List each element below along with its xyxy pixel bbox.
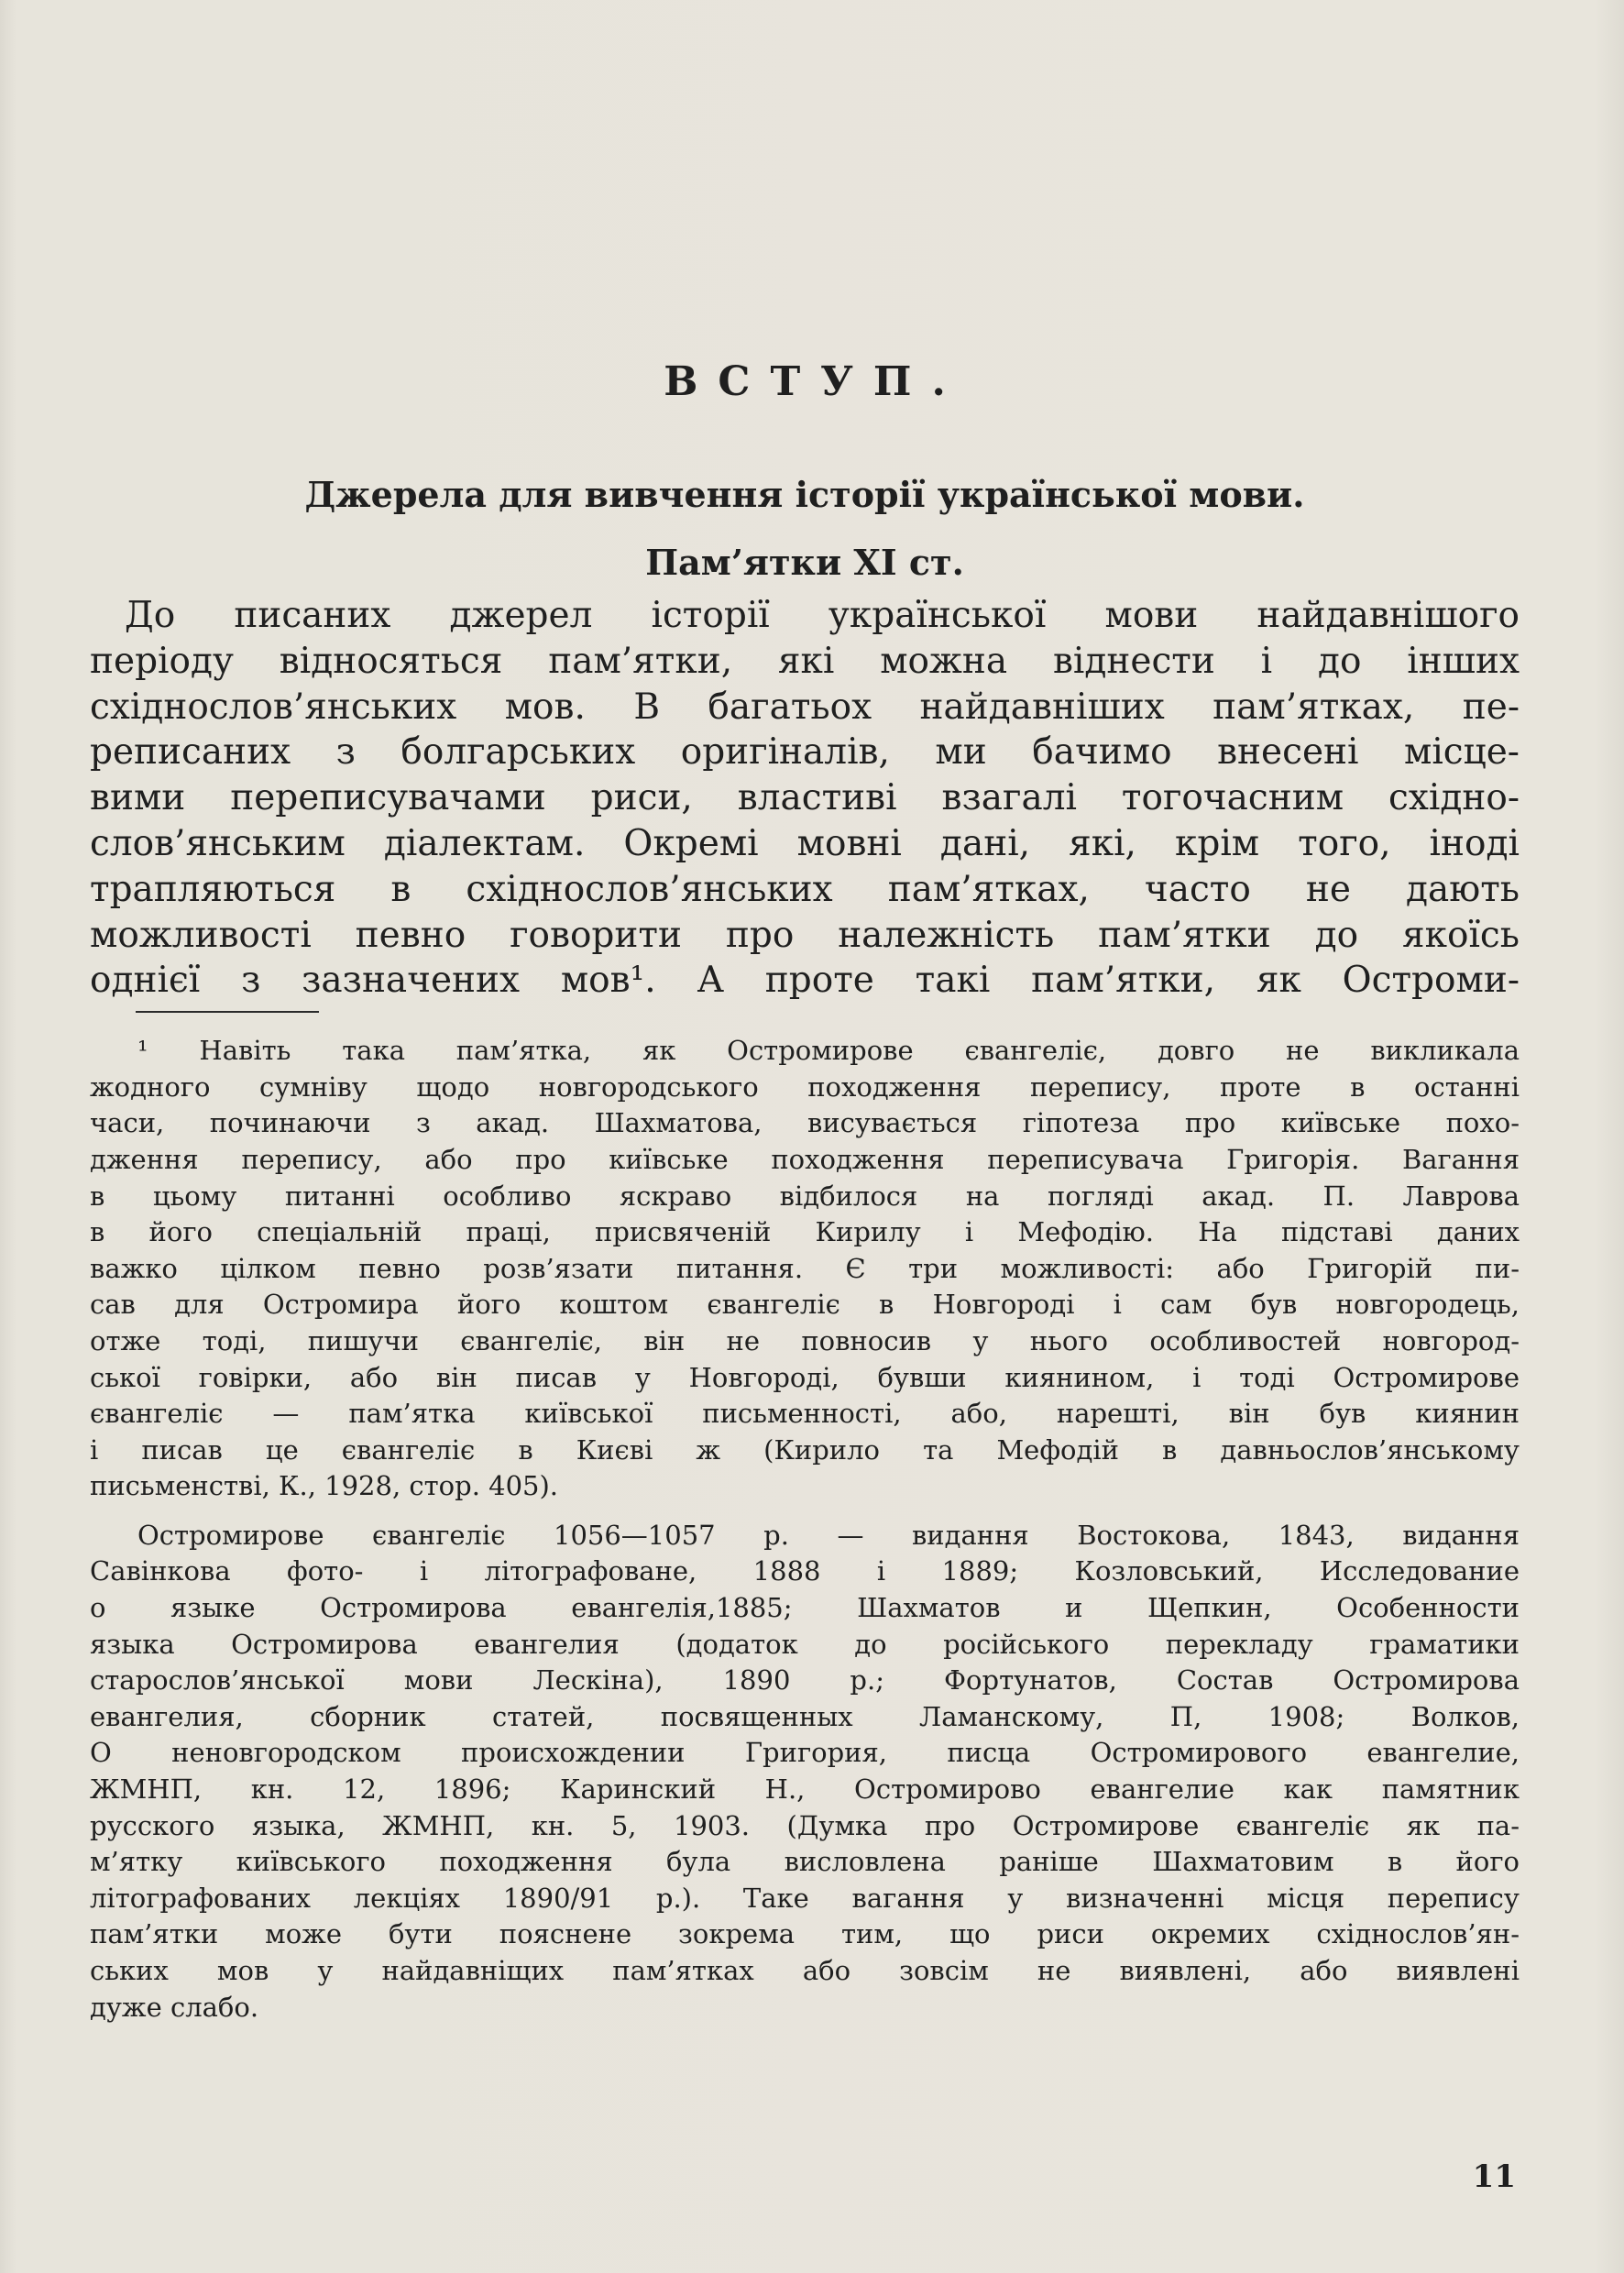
footnote-line: евангелия, сборник статей, посвященных Ламанскому, П, 1908; Волков,	[90, 1700, 1520, 1732]
footnote-line: в його спеціальній праці, присвяченій Кирилу і Мефодію. На підставі даних	[90, 1216, 1520, 1248]
footnote-line: м’ятку київського походження була висловлена раніше Шахматовим в його	[90, 1846, 1520, 1878]
footnote-line: Савінкова фото- і літографоване, 1888 і 1889; Козловський, Исследование	[90, 1555, 1520, 1587]
footnote-line: ської говірки, або він писав у Новгороді, бувши киянином, і тоді Остромирове	[90, 1361, 1520, 1393]
footnote-line: ЖМНП, кн. 12, 1896; Каринский Н., Остромирово евангелие как памятник	[90, 1773, 1520, 1806]
paragraph-line: східнослов’янських мов. В багатьох найдавніших пам’ятках, пе-	[90, 686, 1520, 728]
paragraph-line: слов’янським діалектам. Окремі мовні дані, які, крім того, іноді	[90, 822, 1520, 864]
footnote-line: ських мов у найдавніщих пам’ятках або зовсім не виявлені, або виявлені	[90, 1955, 1520, 1987]
chapter-subtitle: Джерела для вивчення історії української мови.	[304, 474, 1305, 515]
footnote-line: літографованих лекціях 1890/91 р.). Таке вагання у визначенні місця перепису	[90, 1882, 1520, 1914]
footnote-line: русского языка, ЖМНП, кн. 5, 1903. (Думка про Остромирове євангеліє як па-	[90, 1809, 1520, 1841]
footnote-line: письменстві, К., 1928, стор. 405).	[90, 1470, 559, 1502]
footnote-line: Остромирове євангеліє 1056—1057 р. — видання Востокова, 1843, видання	[137, 1519, 1520, 1551]
footnote-1	[90, 1033, 1520, 1505]
footnote-line: і писав це євангеліє в Києві ж (Кирило та Мефодій в давньослов’янському	[90, 1433, 1520, 1466]
footnote-line: старослов’янської мови Лескіна), 1890 р.; Фортунатов, Состав Остромирова	[90, 1664, 1520, 1697]
paragraph-line: До писаних джерел історії української мови найдавнішого	[125, 595, 1520, 636]
section-title: Пам’ятки XI ст.	[645, 542, 964, 583]
chapter-title: ВСТУП.	[664, 358, 966, 405]
footnote-divider	[136, 1011, 319, 1013]
paragraph-line: вими переписувачами риси, властиві взагалі тогочасним східно-	[90, 777, 1520, 819]
footnote-line: євангеліє — пам’ятка київської письменності, або, нарешті, він був киянин	[90, 1398, 1520, 1430]
paragraph-line: періоду відносяться пам’ятки, які можна віднести і до інших	[90, 640, 1520, 682]
footnote-2	[90, 1518, 1520, 2026]
paragraph-line: можливості певно говорити про належність пам’ятки до якоїсь	[90, 914, 1520, 956]
footnote-line: языка Остромирова евангелия (додаток до російського перекладу граматики	[90, 1628, 1520, 1660]
page-number: 11	[1472, 2158, 1516, 2195]
footnote-line: жодного сумніву щодо новгородського походження перепису, проте в останні	[90, 1071, 1520, 1103]
footnote-line: дження перепису, або про київське походження переписувача Григорія. Вагання	[90, 1143, 1520, 1175]
footnote-line: О неновгородском происхождении Григория, писца Остромирового евангелие,	[90, 1737, 1520, 1769]
footnote-line: в цьому питанні особливо яскраво відбилося на погляді акад. П. Лаврова	[90, 1180, 1520, 1212]
footnote-line: о языке Остромирова евангелія,1885; Шахматов и Щепкин, Особенности	[90, 1592, 1520, 1624]
footnote-line: важко цілком певно розв’язати питання. Є три можливості: або Григорій пи-	[90, 1252, 1520, 1284]
footnote-line: ¹ Навіть така пам’ятка, як Остромирове євангеліє, довго не викликала	[137, 1035, 1520, 1067]
paragraph-line: однієї з зазначених мов¹. А проте такі пам’ятки, як Остроми-	[90, 960, 1520, 1002]
paragraph-line: реписаних з болгарських оригіналів, ми бачимо внесені місце-	[90, 731, 1520, 774]
footnote-gap	[90, 1505, 1520, 1518]
footnote-line: пам’ятки може бути пояснене зокрема тим, що риси окремих східнослов’ян-	[90, 1918, 1520, 1950]
paragraph-line: трапляються в східнослов’янських пам’ятках, часто не дають	[90, 868, 1520, 910]
footnote-line: сав для Остромира його коштом євангеліє в Новгороді і сам був новгородець,	[90, 1289, 1520, 1321]
page-content	[90, 353, 1520, 2026]
main-paragraph	[90, 593, 1520, 1004]
footnote-line: часи, починаючи з акад. Шахматова, висувається гіпотеза про київське похо-	[90, 1107, 1520, 1139]
footnote-line: отже тоді, пишучи євангеліє, він не повносив у нього особливостей новгород-	[90, 1324, 1520, 1356]
footnote-line: дуже слабо.	[90, 1991, 259, 2023]
